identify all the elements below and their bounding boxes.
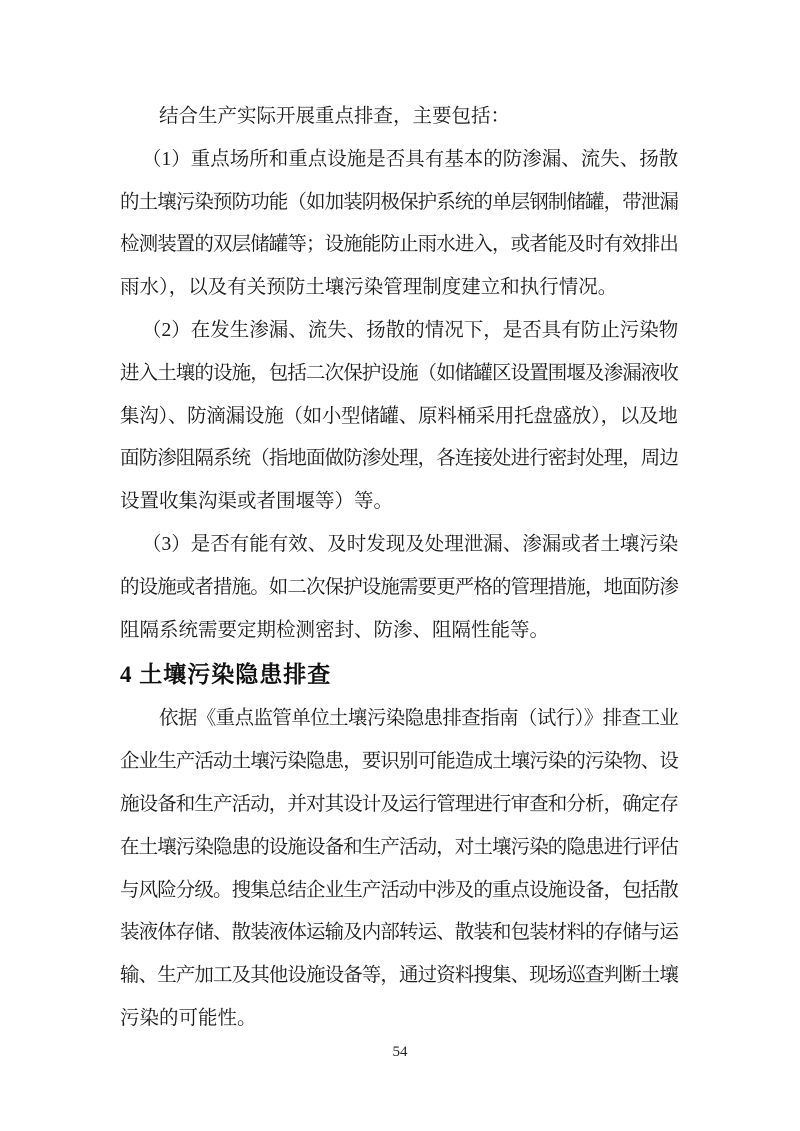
text-line: 的设施或者措施。如二次保护设施需要更严格的管理措施，地面防渗 <box>120 576 679 598</box>
page-number: 54 <box>392 1044 408 1060</box>
text-line: 依据《重点监管单位土壤污染隐患排查指南（试行）》排查工业 <box>159 708 679 730</box>
text-line: 在土壤污染隐患的设施设备和生产活动，对土壤污染的隐患进行评估 <box>120 836 679 858</box>
text-line: 与风险分级。搜集总结企业生产活动中涉及的重点设施设备，包括散 <box>120 879 679 901</box>
text-line: 阻隔系统需要定期检测密封、防渗、阻隔性能等。 <box>120 619 550 641</box>
text-line: 集沟）、防滴漏设施（如小型储罐、原料桶采用托盘盛放），以及地 <box>120 405 678 427</box>
text-line: 设置收集沟渠或者围堰等）等。 <box>120 491 394 513</box>
text-line: 的土壤污染预防功能（如加装阴极保护系统的单层钢制储罐，带泄漏 <box>120 191 679 213</box>
section-heading: 4 土壤污染隐患排查 <box>120 662 332 688</box>
text-line: （1）重点场所和重点设施是否具有基本的防渗漏、流失、扬散 <box>142 148 679 170</box>
text-line: （3）是否有能有效、及时发现及处理泄漏、渗漏或者土壤污染 <box>142 533 679 555</box>
text-line: 施设备和生产活动，并对其设计及运行管理进行审查和分析，确定存 <box>120 793 679 815</box>
text-line: 雨水），以及有关预防土壤污染管理制度建立和执行情况。 <box>120 277 618 299</box>
text-line: 面防渗阻隔系统（指地面做防渗处理，各连接处进行密封处理，周边 <box>120 448 679 470</box>
text-line: 企业生产活动土壤污染隐患，要识别可能造成土壤污染的污染物、设 <box>120 751 679 773</box>
text-line: 输、生产加工及其他设施设备等，通过资料搜集、现场巡查判断土壤 <box>120 965 679 987</box>
text-line: 检测装置的双层储罐等；设施能防止雨水进入，或者能及时有效排出 <box>120 234 679 256</box>
text-line: （2）在发生渗漏、流失、扬散的情况下，是否具有防止污染物 <box>142 319 679 341</box>
document-body <box>120 96 678 1041</box>
text-line: 结合生产实际开展重点排查，主要包括： <box>159 106 511 127</box>
text-line: 装液体存储、散装液体运输及内部转运、散装和包装材料的存储与运 <box>120 922 679 944</box>
text-line: 污染的可能性。 <box>120 1007 257 1029</box>
text-line: 进入土壤的设施，包括二次保护设施（如储罐区设置围堰及渗漏液收 <box>120 362 679 384</box>
